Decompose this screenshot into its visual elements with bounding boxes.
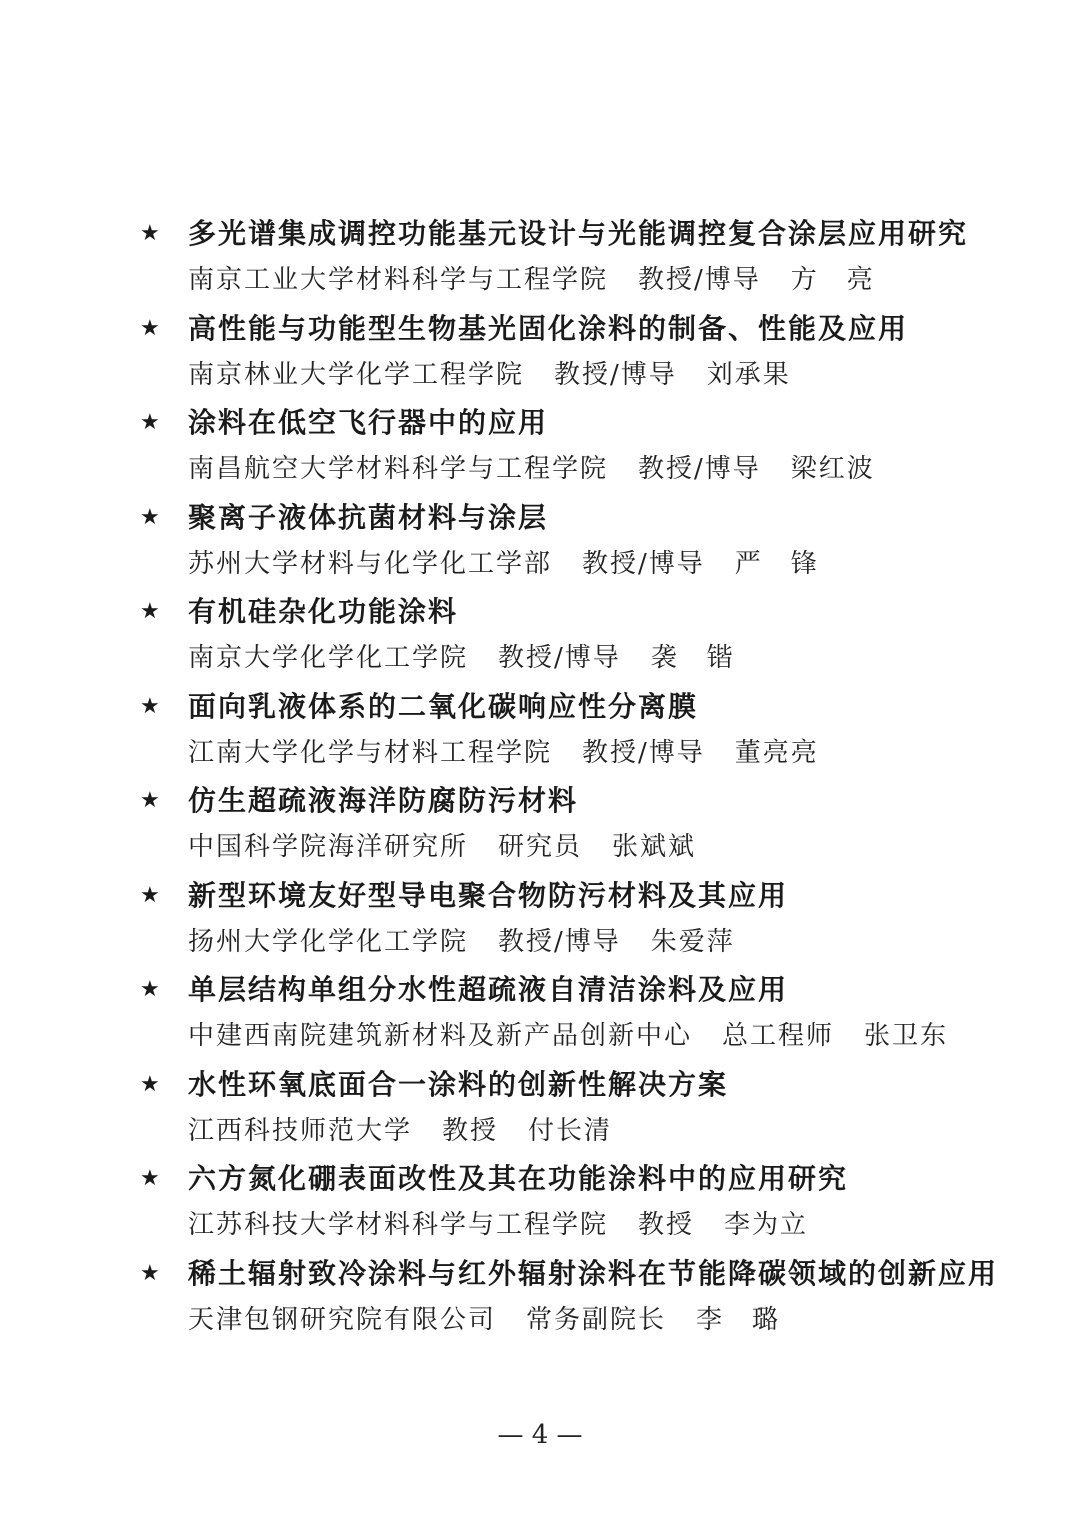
speaker-organization: 南京林业大学化学工程学院 — [188, 359, 525, 390]
report-title: 单层结构单组分水性超疏液自清洁涂料及应用 — [188, 973, 789, 1006]
list-item — [140, 683, 1040, 778]
speaker-position: 教授/博导 — [498, 926, 621, 957]
report-title: 仿生超疏液海洋防腐防污材料 — [188, 784, 579, 817]
list-item — [140, 305, 1040, 400]
report-title: 面向乳液体系的二氧化碳响应性分离膜 — [188, 689, 699, 723]
star-icon: ★ — [140, 1166, 162, 1191]
list-item — [140, 210, 1040, 305]
speaker-name: 朱爱萍 — [650, 926, 735, 957]
speaker-name: 严 锋 — [734, 548, 819, 579]
speaker-organization: 天津包钢研究院有限公司 — [188, 1304, 497, 1335]
speaker-position: 教授/博导 — [554, 359, 677, 390]
speaker-organization: 江苏科技大学材料科学与工程学院 — [188, 1210, 609, 1240]
speaker-position: 总工程师 — [722, 1021, 835, 1051]
speaker-position: 教授/博导 — [638, 454, 761, 484]
list-item — [140, 399, 1040, 494]
speaker-name: 张斌斌 — [612, 832, 697, 862]
star-icon: ★ — [140, 221, 162, 246]
star-icon: ★ — [140, 1071, 162, 1097]
speaker-position: 研究员 — [498, 832, 583, 862]
speaker-name: 张卫东 — [864, 1021, 949, 1051]
list-item — [140, 588, 1040, 683]
speaker-organization: 中建西南院建筑新材料及新产品创新中心 — [188, 1021, 693, 1051]
report-title: 有机硅杂化功能涂料 — [188, 595, 459, 628]
speaker-position: 常务副院长 — [526, 1304, 667, 1335]
list-item — [140, 777, 1040, 872]
speaker-name: 付长清 — [528, 1115, 613, 1146]
star-icon: ★ — [140, 693, 162, 719]
speaker-organization: 中国科学院海洋研究所 — [188, 832, 469, 862]
speaker-name: 李 璐 — [696, 1304, 781, 1335]
report-list — [140, 210, 1040, 1344]
speaker-organization: 南京工业大学材料科学与工程学院 — [188, 265, 609, 295]
speaker-position: 教授/博导 — [582, 737, 705, 768]
report-title: 聚离子液体抗菌材料与涂层 — [188, 500, 549, 534]
star-icon: ★ — [140, 599, 162, 624]
list-item — [140, 494, 1040, 589]
speaker-position: 教授 — [442, 1115, 499, 1146]
star-icon: ★ — [140, 504, 162, 530]
report-title: 多光谱集成调控功能基元设计与光能调控复合涂层应用研究 — [188, 217, 969, 250]
speaker-name: 方 亮 — [790, 265, 875, 295]
speaker-organization: 江西科技师范大学 — [188, 1115, 413, 1146]
speaker-name: 梁红波 — [790, 454, 875, 484]
list-item — [140, 966, 1040, 1061]
report-title: 新型环境友好型导电聚合物防污材料及其应用 — [188, 878, 789, 912]
report-title: 高性能与功能型生物基光固化涂料的制备、性能及应用 — [188, 311, 909, 345]
speaker-name: 刘承果 — [706, 359, 791, 390]
list-item — [140, 872, 1040, 967]
speaker-position: 教授/博导 — [582, 548, 705, 579]
speaker-organization: 江南大学化学与材料工程学院 — [188, 737, 553, 768]
speaker-name: 董亮亮 — [734, 737, 819, 768]
speaker-position: 教授/博导 — [498, 643, 621, 673]
star-icon: ★ — [140, 977, 162, 1002]
list-item — [140, 1061, 1040, 1156]
star-icon: ★ — [140, 410, 162, 435]
star-icon: ★ — [140, 882, 162, 908]
speaker-name: 袭 锴 — [650, 643, 735, 673]
page-number: — 4 — — [497, 1420, 583, 1450]
speaker-organization: 南昌航空大学材料科学与工程学院 — [188, 454, 609, 484]
list-item — [140, 1155, 1040, 1250]
star-icon: ★ — [140, 1260, 162, 1286]
report-title: 涂料在低空飞行器中的应用 — [188, 406, 549, 439]
speaker-organization: 苏州大学材料与化学化工学部 — [188, 548, 553, 579]
report-title: 水性环氧底面合一涂料的创新性解决方案 — [188, 1067, 729, 1101]
report-title: 六方氮化硼表面改性及其在功能涂料中的应用研究 — [188, 1162, 849, 1195]
speaker-organization: 扬州大学化学化工学院 — [188, 926, 469, 957]
list-item — [140, 1250, 1040, 1345]
star-icon: ★ — [140, 315, 162, 341]
report-title: 稀土辐射致冷涂料与红外辐射涂料在节能降碳领域的创新应用 — [188, 1256, 999, 1290]
star-icon: ★ — [140, 788, 162, 813]
speaker-position: 教授/博导 — [638, 265, 761, 295]
speaker-name: 李为立 — [724, 1210, 809, 1240]
speaker-position: 教授 — [638, 1210, 695, 1240]
speaker-organization: 南京大学化学化工学院 — [188, 643, 469, 673]
